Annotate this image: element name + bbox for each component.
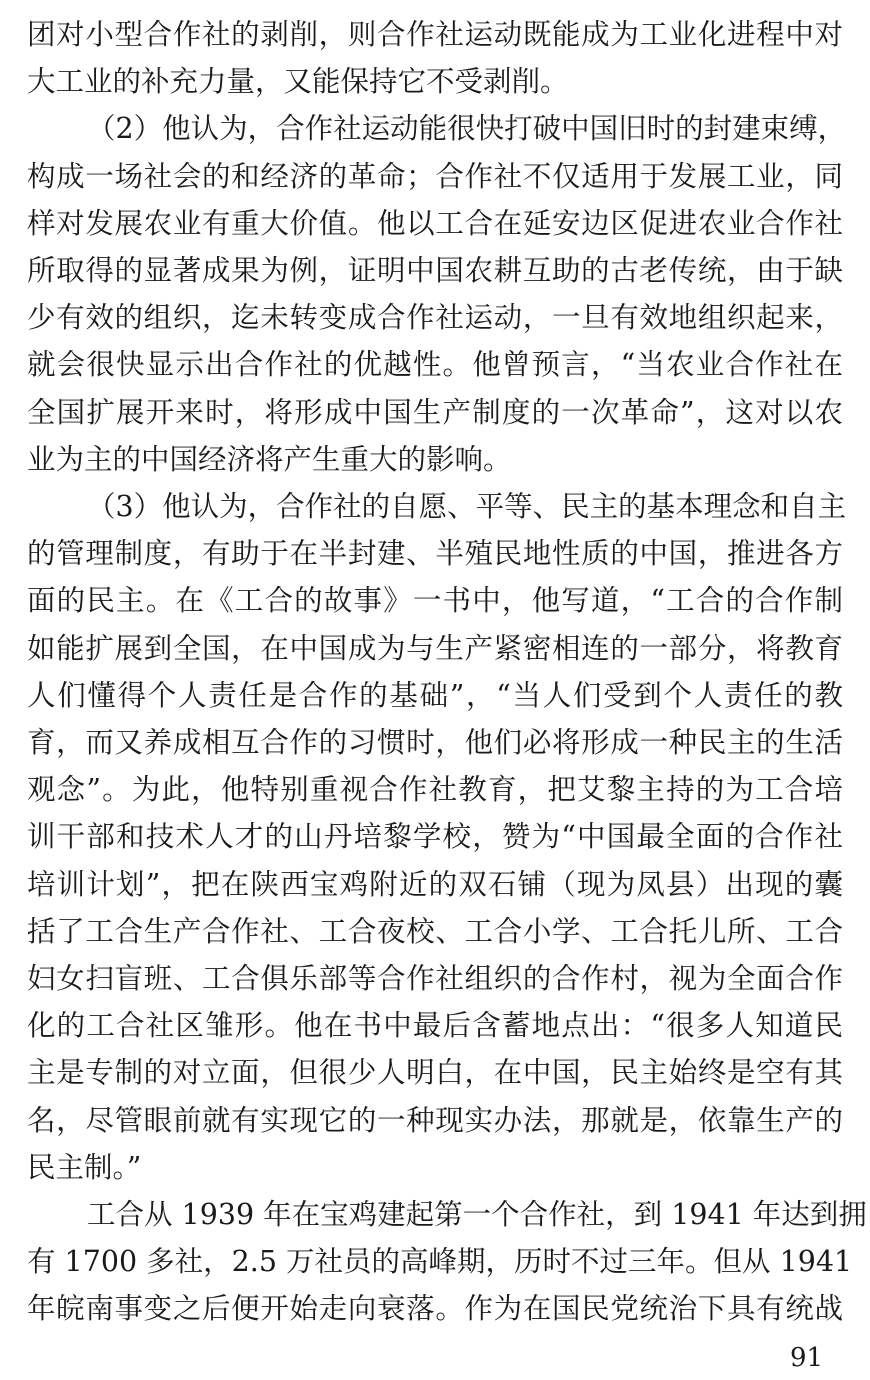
text-line: 主是专制的对立面，但很少人明白，在中国，民主始终是空有其	[27, 1056, 843, 1090]
text-line: 大工业的补充力量，又能保持它不受剥削。	[27, 65, 569, 99]
text-line: 就会很快显示出合作社的优越性。他曾预言，“当农业合作社在	[27, 348, 843, 382]
text-line: 妇女扫盲班、工合俱乐部等合作社组织的合作村，视为全面合作	[27, 962, 843, 995]
text-line: 如能扩展到全国，在中国成为与生产紧密相连的一部分，将教育	[27, 631, 843, 665]
page-number: 91	[790, 1343, 824, 1373]
text-line: 括了工合生产合作社、工合夜校、工合小学、工合托儿所、工合	[27, 914, 843, 948]
text-line: 面的民主。在《工合的故事》一书中，他写道，“工合的合作制	[27, 584, 843, 618]
text-line: 训干部和技术人才的山丹培黎学校，赞为“中国最全面的合作社	[27, 820, 843, 854]
text-line: 民主制。”	[27, 1150, 142, 1184]
text-line: 团对小型合作社的剥削，则合作社运动既能成为工业化进程中对	[27, 18, 843, 51]
text-line: 名，尽管眼前就有实现它的一种现实办法，那就是，依靠生产的	[27, 1103, 843, 1137]
text-line: 的管理制度，有助于在半封建、半殖民地性质的中国，推进各方	[27, 537, 843, 571]
text-line: 所取得的显著成果为例，证明中国农耕互助的古老传统，由于缺	[27, 254, 843, 287]
text-line: 育，而又养成相互合作的习惯时，他们必将形成一种民主的生活	[27, 726, 843, 759]
text-line: 样对发展农业有重大价值。他以工合在延安边区促进农业合作社	[27, 206, 843, 240]
text-line: 少有效的组织，迄未转变成合作社运动，一旦有效地组织起来，	[27, 301, 843, 335]
text-line: 年皖南事变之后便开始走向衰落。作为在国民党统治下具有统战	[27, 1292, 843, 1326]
text-line: 观念”。为此，他特别重视合作社教育，把艾黎主持的为工合培	[27, 773, 843, 807]
text-line: 化的工合社区雏形。他在书中最后含蓄地点出：“很多人知道民	[27, 1009, 843, 1043]
text-line: 全国扩展开来时，将形成中国生产制度的一次革命”，这对以农	[27, 395, 843, 429]
text-line: 有 1700 多社，2.5 万社员的高峰期，历时不过三年。但从 1941	[27, 1245, 853, 1279]
text-line: 培训计划”，把在陕西宝鸡附近的双石铺（现为凤县）出现的囊	[27, 867, 843, 901]
text-line: （3）他认为，合作社的自愿、平等、民主的基本理念和自主	[87, 490, 847, 523]
text-line: 构成一场社会的和经济的革命；合作社不仅适用于发展工业，同	[27, 159, 843, 193]
text-line: （2）他认为，合作社运动能很快打破中国旧时的封建束缚，	[87, 112, 847, 146]
text-line: 工合从 1939 年在宝鸡建起第一个合作社，到 1941 年达到拥	[87, 1198, 867, 1231]
text-line: 业为主的中国经济将产生重大的影响。	[27, 442, 512, 476]
text-line: 人们懂得个人责任是合作的基础”，“当人们受到个人责任的教	[27, 678, 843, 712]
